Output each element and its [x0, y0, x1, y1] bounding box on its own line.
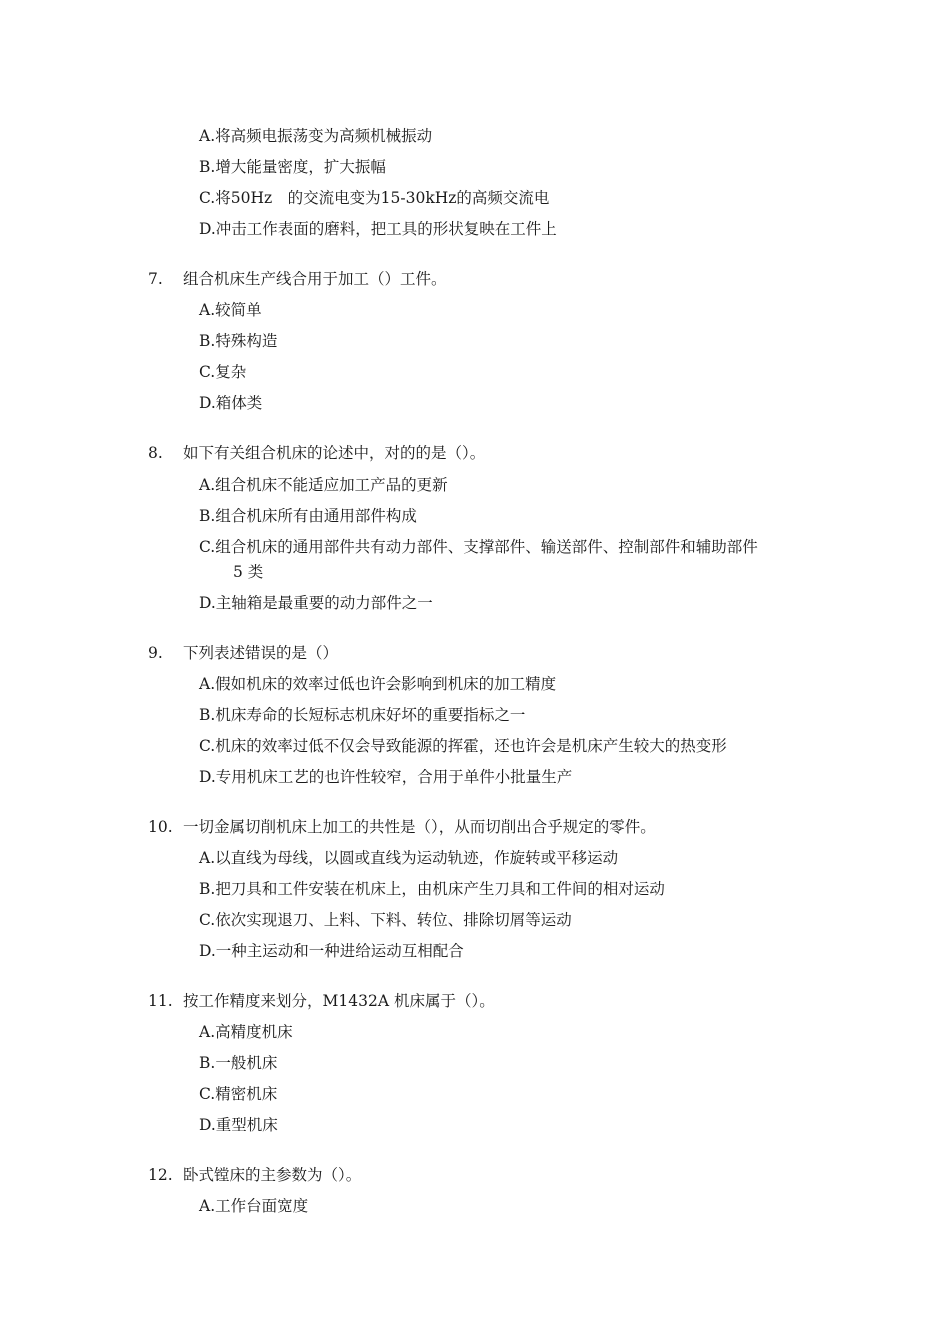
- question-number: 11.: [148, 992, 173, 1010]
- option-a: A.较简单: [199, 301, 262, 319]
- option-a: A.以直线为母线，以圆或直线为运动轨迹，作旋转或平移运动: [199, 849, 619, 867]
- option-d: D.一种主运动和一种进给运动互相配合: [199, 942, 464, 960]
- option-d: D.箱体类: [199, 394, 263, 412]
- question-text: 一切金属切削机床上加工的共性是（），从而切削出合乎规定的零件。: [183, 818, 656, 836]
- option-a: A.组合机床不能适应加工产品的更新: [199, 476, 448, 494]
- option-b: B.特殊构造: [199, 332, 278, 350]
- option-c: C.复杂: [199, 363, 247, 381]
- question-text: 如下有关组合机床的论述中，对的的是（）。: [183, 444, 486, 462]
- option-c: C.将50Hz 的交流电变为15-30kHz的高频交流电: [199, 189, 550, 207]
- option-b: B.把刀具和工件安装在机床上，由机床产生刀具和工件间的相对运动: [199, 880, 665, 898]
- question-number: 10.: [148, 818, 173, 836]
- option-c: C.机床的效率过低不仅会导致能源的挥霍，还也许会是机床产生较大的热变形: [199, 737, 727, 755]
- option-c: C.组合机床的通用部件共有动力部件、支撑部件、输送部件、控制部件和辅助部件: [199, 538, 758, 556]
- option-a: A.将高频电振荡变为高频机械振动: [199, 127, 433, 145]
- question-number: 8.: [148, 444, 163, 462]
- question-text: 卧式镗床的主参数为（）。: [183, 1166, 362, 1184]
- question-number: 9.: [148, 644, 163, 662]
- option-a: A.高精度机床: [199, 1023, 293, 1041]
- question-text: 按工作精度来划分，M1432A 机床属于（）。: [183, 992, 495, 1010]
- option-c-continuation: 5 类: [233, 563, 264, 581]
- option-d: D.冲击工作表面的磨料，把工具的形状复映在工件上: [199, 220, 557, 238]
- option-d: D.主轴箱是最重要的动力部件之一: [199, 594, 433, 612]
- question-text: 组合机床生产线合用于加工（）工件。: [183, 270, 447, 288]
- option-d: D.重型机床: [199, 1116, 278, 1134]
- option-c: C.精密机床: [199, 1085, 278, 1103]
- question-number: 7.: [148, 270, 163, 288]
- option-b: B.组合机床所有由通用部件构成: [199, 507, 417, 525]
- option-b: B.一般机床: [199, 1054, 278, 1072]
- question-text: 下列表述错误的是（）: [183, 644, 339, 662]
- option-b: B.机床寿命的长短标志机床好坏的重要指标之一: [199, 706, 526, 724]
- option-a: A.工作台面宽度: [199, 1197, 309, 1215]
- option-a: A.假如机床的效率过低也许会影响到机床的加工精度: [199, 675, 557, 693]
- option-d: D.专用机床工艺的也许性较窄，合用于单件小批量生产: [199, 768, 573, 786]
- option-b: B.增大能量密度，扩大振幅: [199, 158, 386, 176]
- option-c: C.依次实现退刀、上料、下料、转位、排除切屑等运动: [199, 911, 572, 929]
- question-number: 12.: [148, 1166, 173, 1184]
